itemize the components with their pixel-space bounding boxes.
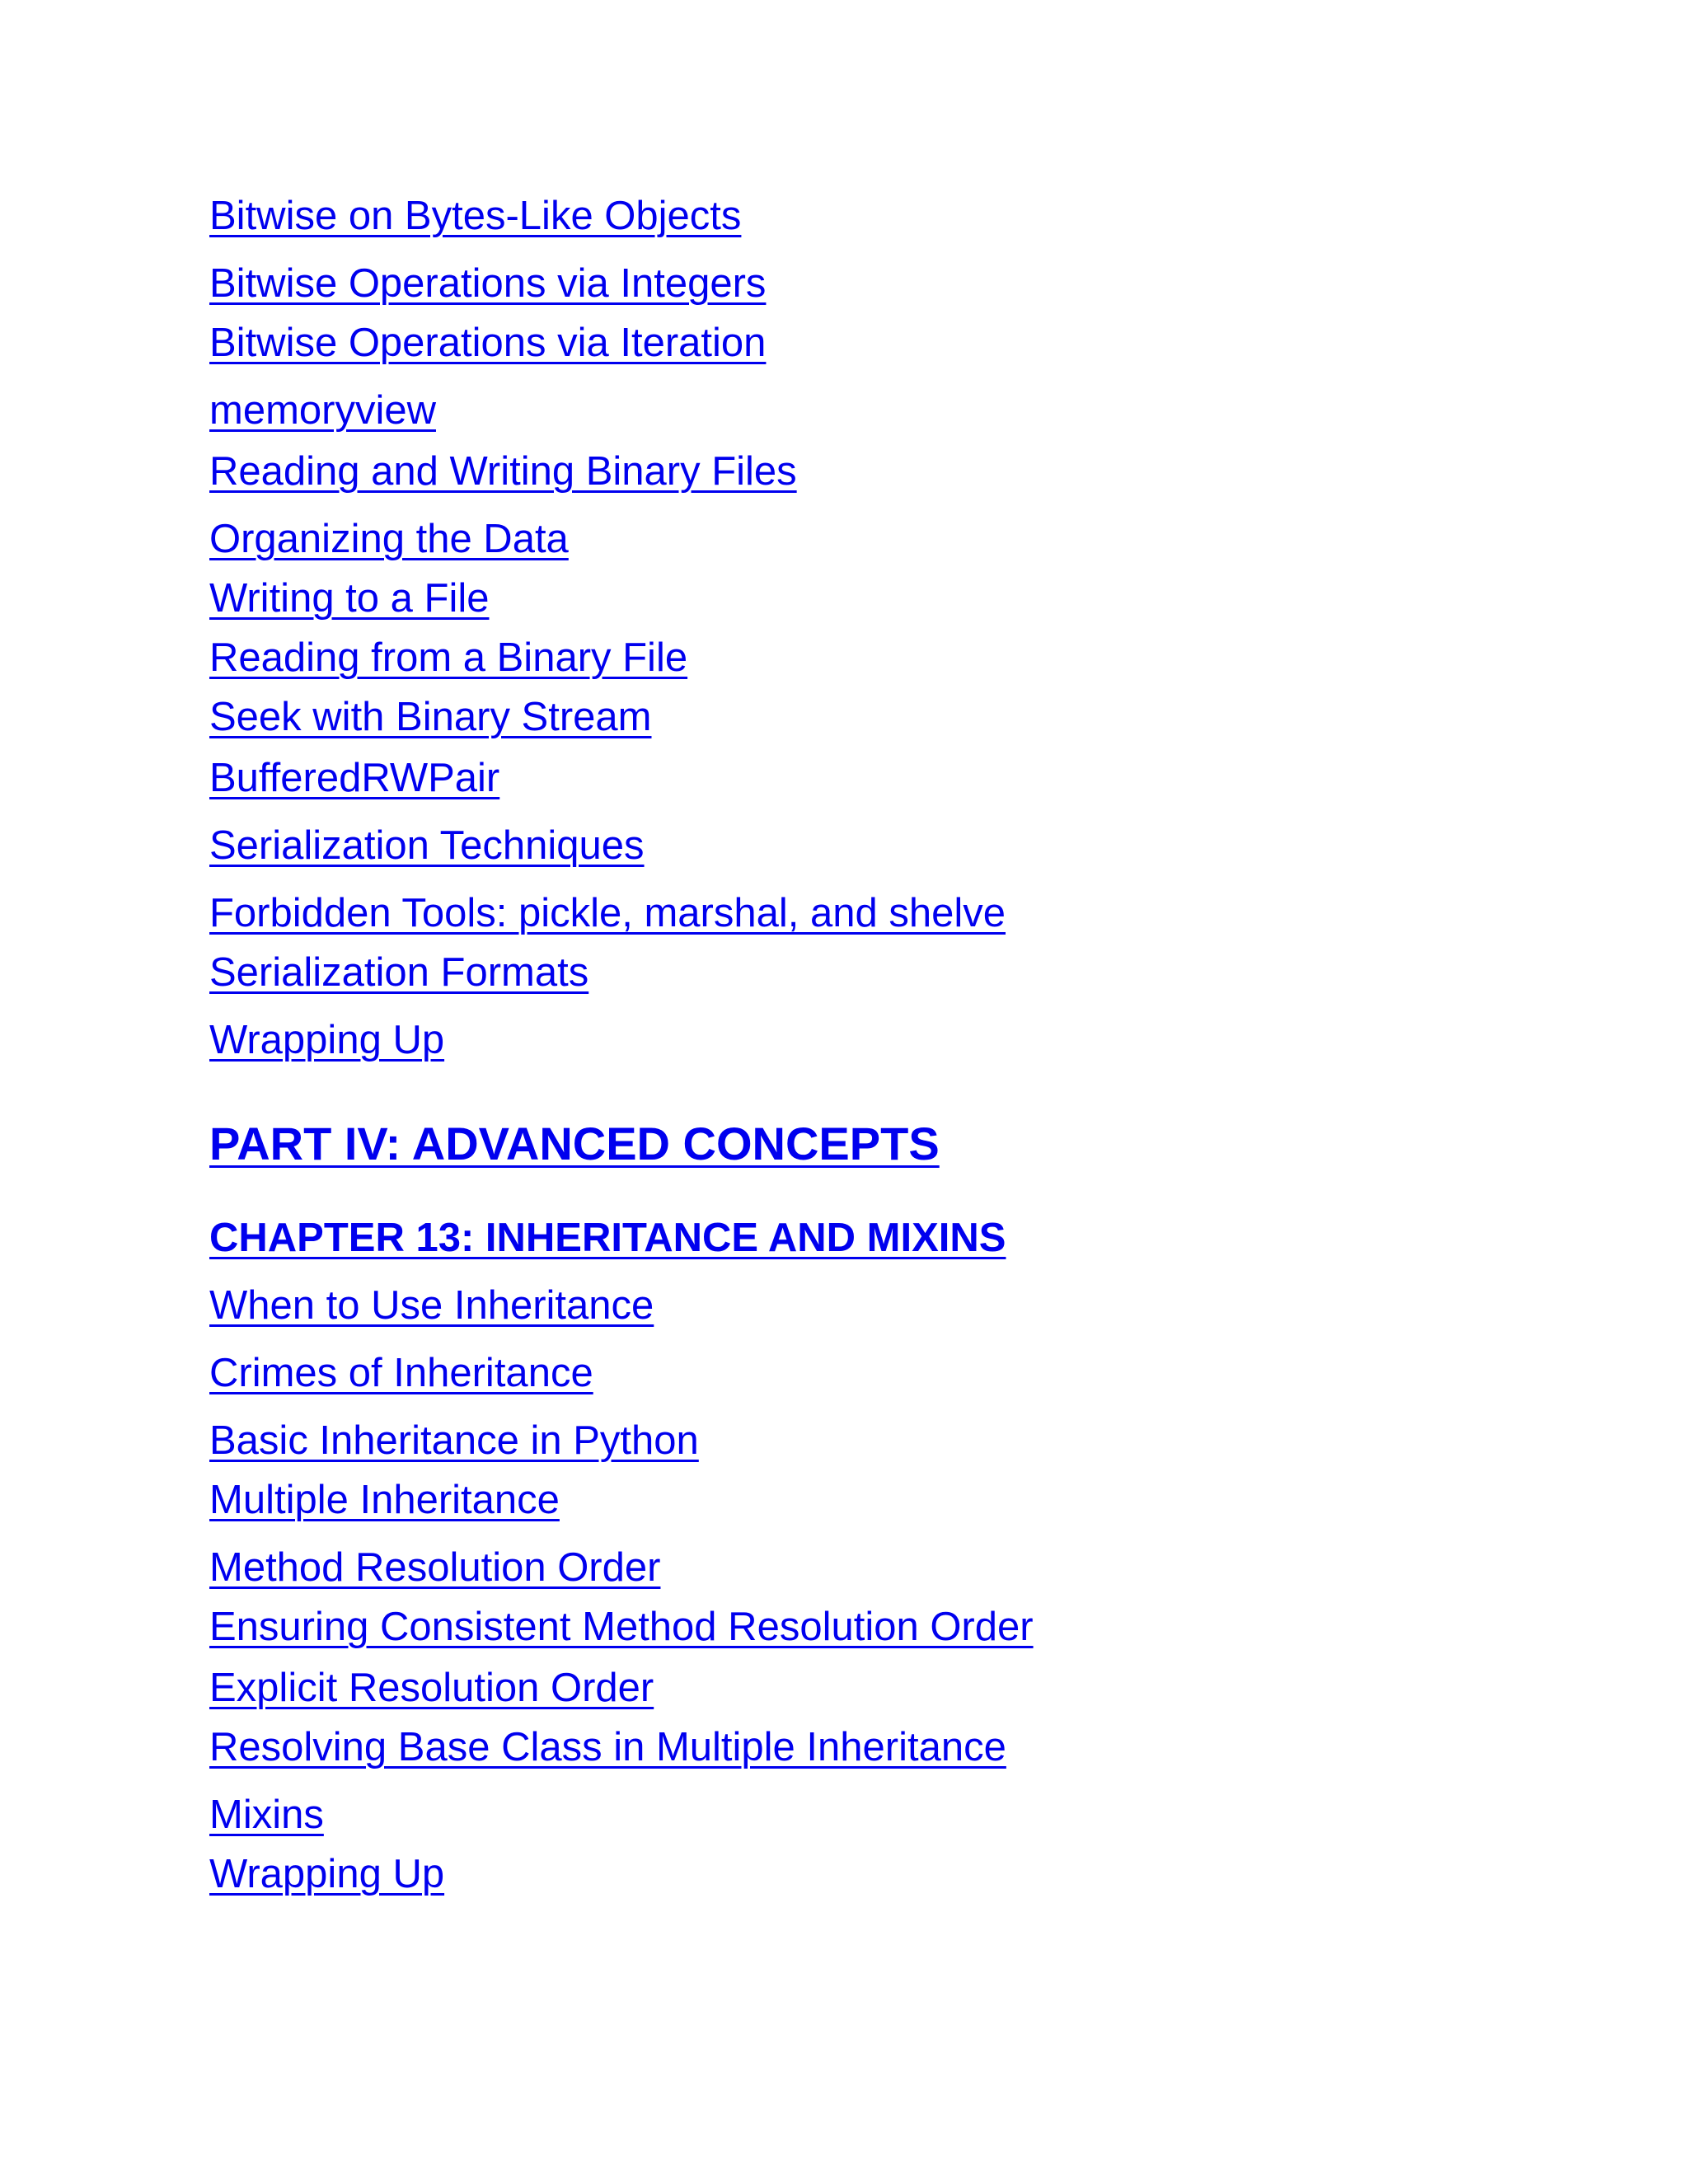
toc-link-resolving-base-class[interactable]: Resolving Base Class in Multiple Inheritance	[209, 1725, 1006, 1769]
toc-link-reading-and-writing-binary-files[interactable]: Reading and Writing Binary Files	[209, 449, 797, 494]
toc-link-bufferedrwpair[interactable]: BufferedRWPair	[209, 756, 500, 800]
toc-link-basic-inheritance-in-python[interactable]: Basic Inheritance in Python	[209, 1418, 699, 1463]
toc-link-multiple-inheritance[interactable]: Multiple Inheritance	[209, 1478, 560, 1522]
toc-link-reading-from-a-binary-file[interactable]: Reading from a Binary File	[209, 635, 688, 680]
toc-link-seek-with-binary-stream[interactable]: Seek with Binary Stream	[209, 695, 652, 739]
toc-link-mixins[interactable]: Mixins	[209, 1793, 324, 1837]
toc-chapter-heading[interactable]: CHAPTER 13: INHERITANCE AND MIXINS	[209, 1216, 1006, 1260]
toc-link-organizing-the-data[interactable]: Organizing the Data	[209, 517, 569, 561]
toc-link-ensuring-consistent-mro[interactable]: Ensuring Consistent Method Resolution Order	[209, 1605, 1034, 1649]
toc-link-when-to-use-inheritance[interactable]: When to Use Inheritance	[209, 1283, 654, 1328]
toc-link-memoryview[interactable]: memoryview	[209, 388, 436, 433]
toc-link-method-resolution-order[interactable]: Method Resolution Order	[209, 1545, 661, 1590]
toc-link-bitwise-operations-via-iteration[interactable]: Bitwise Operations via Iteration	[209, 321, 767, 365]
toc-link-explicit-resolution-order[interactable]: Explicit Resolution Order	[209, 1666, 654, 1710]
toc-link-crimes-of-inheritance[interactable]: Crimes of Inheritance	[209, 1351, 593, 1395]
toc-link-bitwise-operations-via-integers[interactable]: Bitwise Operations via Integers	[209, 261, 767, 306]
toc-part-heading[interactable]: PART IV: ADVANCED CONCEPTS	[209, 1118, 940, 1169]
toc-link-wrapping-up-chapter-13[interactable]: Wrapping Up	[209, 1852, 445, 1896]
toc-link-serialization-techniques[interactable]: Serialization Techniques	[209, 823, 645, 868]
toc-link-bitwise-on-bytes-like-objects[interactable]: Bitwise on Bytes-Like Objects	[209, 194, 742, 238]
toc-link-serialization-formats[interactable]: Serialization Formats	[209, 950, 589, 995]
toc-link-writing-to-a-file[interactable]: Writing to a File	[209, 576, 490, 621]
toc-link-wrapping-up[interactable]: Wrapping Up	[209, 1018, 445, 1062]
toc-link-forbidden-tools[interactable]: Forbidden Tools: pickle, marshal, and shelve	[209, 891, 1006, 935]
